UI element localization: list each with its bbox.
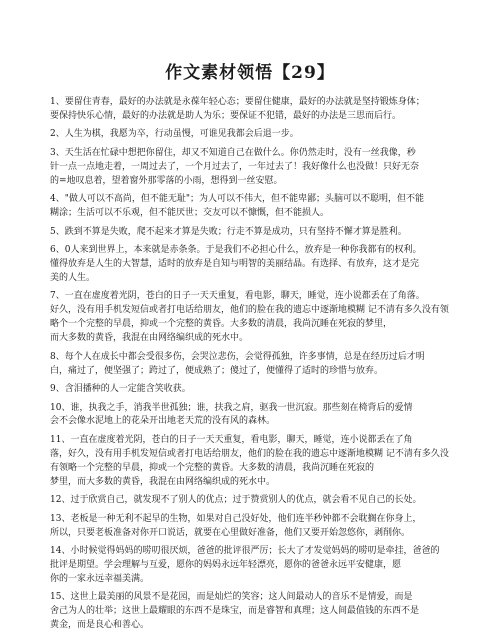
document-title: 作文素材领悟【29】 (165, 63, 335, 83)
list-item: 3、天生活在忙碌中想把你留住，却又不知道自己在做什么。你仍然走时，没有一丝我像，秒 针一点一点地走着，一周过去了，一个月过去了，一年过去了！我好像什么也没做！只好无奈 的=地叹息着，望着窗外那零落的小雨，想得到一丝安慰。 (50, 147, 420, 186)
list-item: 13、老板是一种无利不起早的生物，如果对自己没好处，他们连半秒钟都不会耽搁在你身上， 所以，只要老板准备对你开口说话，就要在心里做好准备，他们又要开始忽悠你，剥削你。 (50, 513, 422, 538)
list-item: 15、这世上最美丽的风景不是花园，而是灿烂的笑容；这人间最动人的音乐不是情爱，而是 舍己为人的壮举；这世上最耀眼的东西不是珠宝，而是睿智和真理；这人间最值钱的东西不是 黄金，而是良心和善心。 (50, 592, 420, 631)
list-item: 10、谁，执我之手，消我半世孤独；谁，扶我之肩，驱我一世沉寂。那些刻在椅背后的爱情 会不会像水泥地上的花朵开出地老天荒的没有风的森林。 (50, 402, 413, 427)
list-item: 1、要留住青春，最好的办法就是永葆年轻心态；要留住健康，最好的办法就是坚持锻炼身体； 要保持快乐心情，最好的办法就是助人为乐；要保证不犯错，最好的办法是三思而后行。 (50, 97, 425, 121)
list-item: 9、含泪播种的人一定能含笑收获。 (50, 384, 191, 395)
list-item: 2、人生为棋，我愿为卒，行动虽慢，可谁见我都会后退一步。 (50, 129, 299, 140)
list-item: 11、一直在虚度着光阴，苍白的日子一天天重复，看电影，聊天，睡觉，连小说都丢在了角 落，好久，没有用手机发短信或者打电话给朋友，他们的脸在我的遗忘中逐渐地模糊 记不清有多久没 有领略一个完整的早晨，抑或一个完整的黄昏。大多数的清晨，我尚沉睡在死寂的 梦里，而大多数的黄昏，我混在由网络编织成的死水中。 (50, 434, 449, 487)
list-item: 5、跌到不算是失败，爬不起来才算是失败；行走不算是成功，只有坚持不懈才算是胜利。 (50, 226, 407, 237)
list-item: 7、一直在虚度着光阴，苍白的日子一天天重复，看电影，聊天，睡觉，连小说都丢在了角落。 好久，没有用手机发短信或者打电话给朋友，他们的脸在我的遗忘中逐渐地模糊 记不清有多久没有领 略个一个完整的早晨，抑或一个完整的黄昏。大多数的清晨，我尚沉睡在死寂的梦里， 而大多数的黄昏，我混在由网络编织成的死水中。 (50, 291, 449, 344)
list-item: 4、"做人可以不高尚，但不能无耻"；为人可以不伟大，但不能卑鄙；头脑可以不聪明，但不能 糊涂；生活可以不乐观，但不能厌世；交友可以不慷慨，但不能损人。 (50, 194, 425, 219)
list-item: 6、0人来到世界上，本来就是赤条条。于是我们不必担心什么，放弃是一种你我都有的权利。 懂得放弃是人生的大智慧，适时的放弃是自知与明智的美丽结晶。有选择、有放弃，这才是完 美的人生。 (50, 245, 422, 283)
item-list (50, 96, 462, 638)
list-item: 12、过于欣赏自己，就发现不了别人的优点；过于赞赏别人的优点，就会看不见自己的长处。 (50, 495, 422, 506)
list-item: 14、小时候觉得妈妈的唠叨很厌烦，爸爸的批评很严厉；长大了才发觉妈妈的唠叨是牵挂，爸爸的 批评是期望。学会理解与互爱，愿你的妈妈永远年轻漂亮，愿你的爸爸永远平安健康，愿 你的一家永远幸福美满。 (50, 546, 440, 584)
list-item: 8、每个人在成长中都会受很多伤，会哭泣悲伤，会觉得孤独，许多事情，总是在经历过后才明 白，痛过了，便坚强了；跨过了，便成熟了；傻过了，便懂得了适时的珍惜与放弃。 (50, 351, 425, 376)
